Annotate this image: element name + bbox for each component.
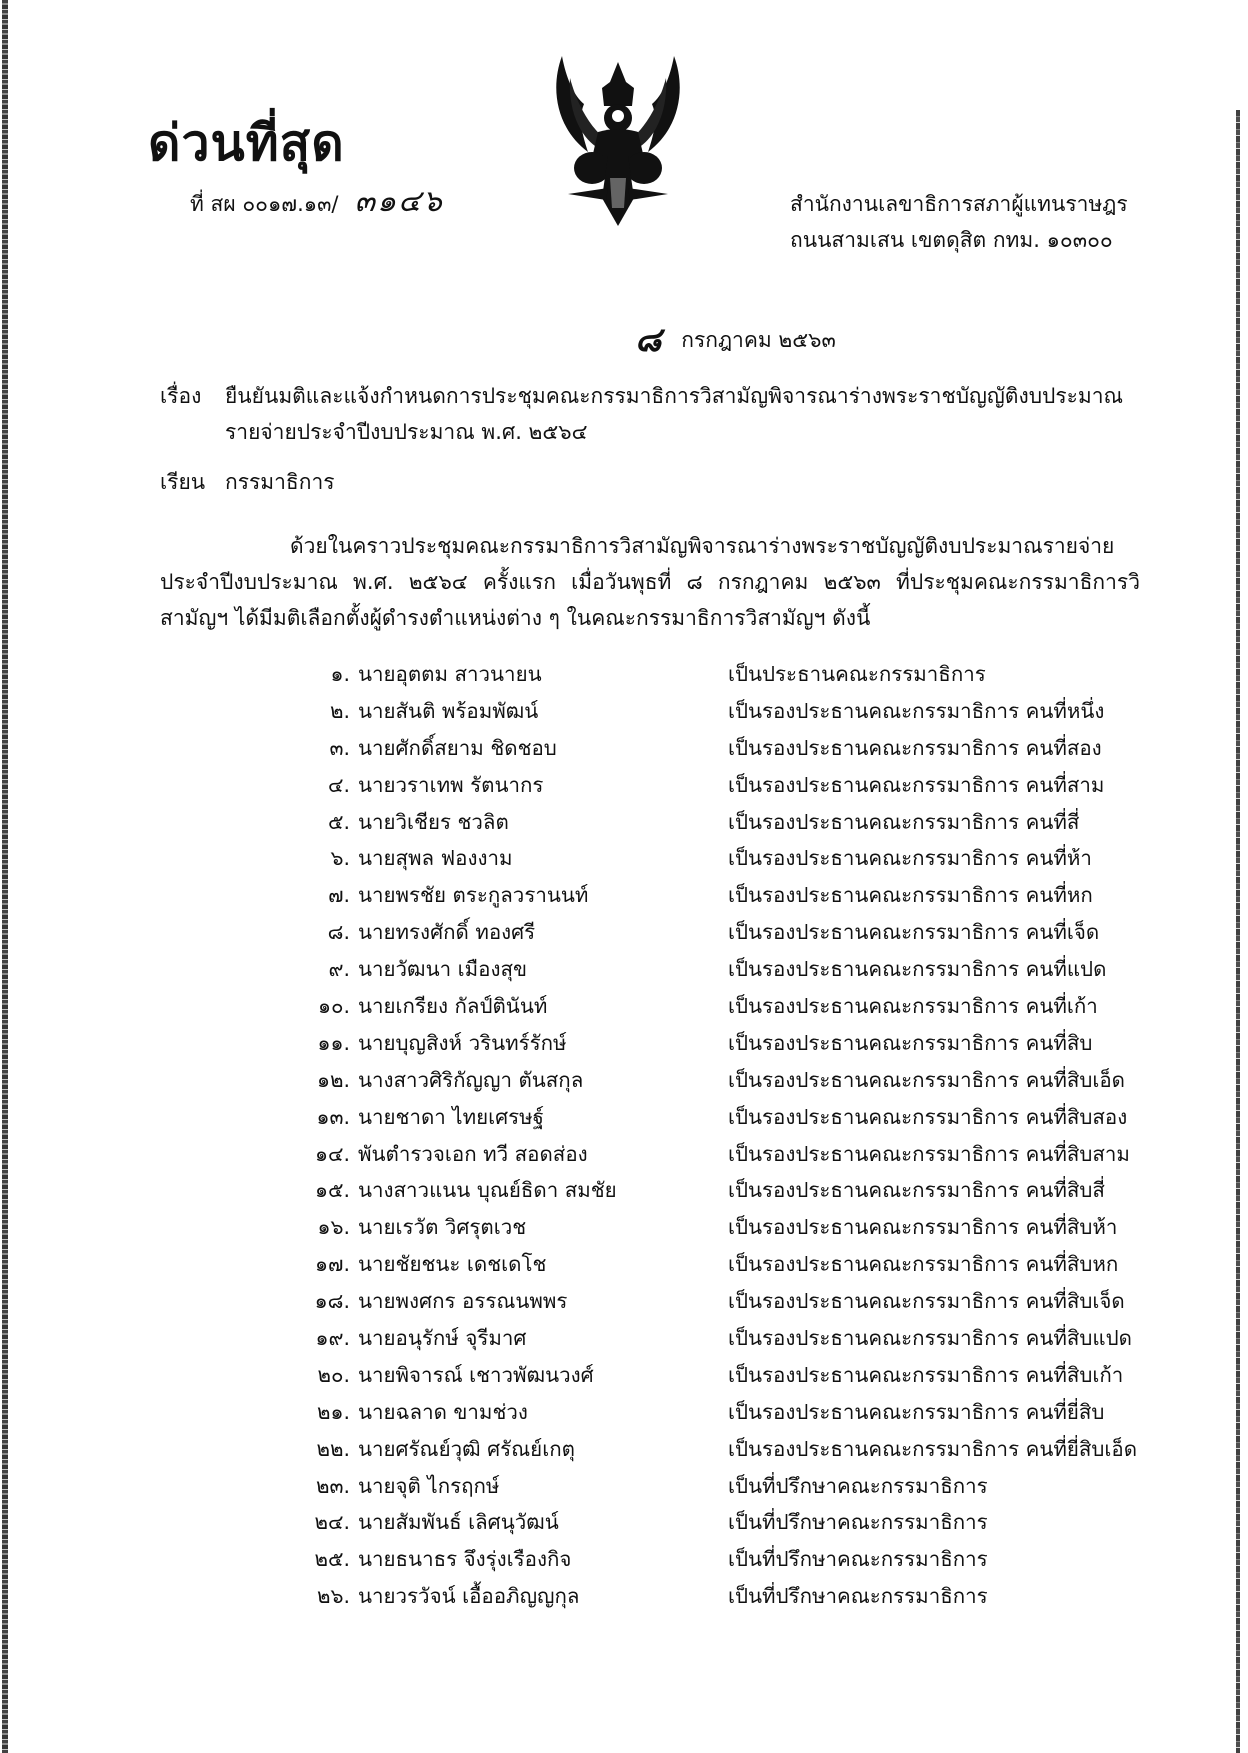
member-number: ๑๑.: [317, 1030, 350, 1055]
sender-address-block: [790, 186, 1128, 258]
member-name: นายพรชัย ตระกูลวรานนท์: [358, 883, 589, 908]
member-number: ๒๔.: [314, 1510, 350, 1535]
recipient-line: [160, 466, 335, 499]
member-name: นายฉลาด ขามช่วง: [358, 1399, 528, 1424]
document-number-prefix: ที่ สผ ๐๐๑๗.๑๓/: [190, 192, 339, 216]
member-number: ๑๗.: [315, 1252, 350, 1277]
committee-member-row: [300, 1209, 1180, 1246]
recipient-text: กรรมาธิการ: [225, 470, 335, 494]
committee-member-row: [300, 1283, 1180, 1320]
member-name: พันตำรวจเอก ทวี สอดส่อง: [358, 1141, 588, 1166]
member-name: นายวรวัจน์ เอื้ออภิญญกุล: [358, 1584, 580, 1609]
document-number-handwritten: ๓๑๔๖: [354, 184, 444, 219]
member-role: เป็นรองประธานคณะกรรมาธิการ คนที่สิบแปด: [728, 1325, 1132, 1350]
member-role: เป็นรองประธานคณะกรรมาธิการ คนที่สิบเอ็ด: [728, 1067, 1125, 1092]
committee-member-row: [300, 656, 1180, 693]
member-role: เป็นที่ปรึกษาคณะกรรมาธิการ: [728, 1510, 988, 1535]
member-name: นางสาวแนน บุณย์ธิดา สมชัย: [358, 1178, 617, 1203]
member-number: ๑๒.: [316, 1067, 350, 1092]
member-role: เป็นประธานคณะกรรมาธิการ: [728, 661, 986, 686]
member-number: ๑๘.: [314, 1289, 350, 1314]
committee-member-row: [300, 840, 1180, 877]
committee-member-row: [300, 1172, 1180, 1209]
member-name: นายศักดิ์สยาม ชิดชอบ: [358, 735, 557, 760]
committee-member-row: [300, 767, 1180, 804]
urgency-heading: ด่วนที่สุด: [148, 114, 345, 172]
member-role: เป็นรองประธานคณะกรรมาธิการ คนที่หก: [728, 883, 1093, 908]
member-number: ๑.: [330, 661, 350, 686]
document-date: [635, 312, 836, 366]
member-name: นายอุตตม สาวนายน: [358, 661, 542, 686]
committee-member-row: [300, 951, 1180, 988]
member-name: นายวัฒนา เมืองสุข: [358, 957, 527, 982]
member-number: ๒๕.: [314, 1547, 350, 1572]
committee-member-row: [300, 988, 1180, 1025]
committee-member-row: [300, 693, 1180, 730]
member-name: นายพงศกร อรรณนพพร: [358, 1289, 568, 1314]
member-number: ๑๙.: [315, 1325, 350, 1350]
member-name: นายวราเทพ รัตนากร: [358, 772, 544, 797]
member-role: เป็นรองประธานคณะกรรมาธิการ คนที่สิบสาม: [728, 1141, 1130, 1166]
subject-text: ยืนยันมติและแจ้งกำหนดการประชุมคณะกรรมาธิการวิสามัญพิจารณาร่างพระราชบัญญัติงบประมาณรายจ่ายประจำปีงบประมาณ พ.ศ. ๒๕๖๔: [225, 384, 1124, 444]
committee-member-row: [300, 1025, 1180, 1062]
committee-member-row: [300, 804, 1180, 841]
committee-member-row: [300, 1062, 1180, 1099]
member-role: เป็นรองประธานคณะกรรมาธิการ คนที่ยี่สิบเอ็ด: [728, 1436, 1138, 1461]
member-number: ๒๒.: [316, 1436, 350, 1461]
member-role: เป็นรองประธานคณะกรรมาธิการ คนที่ห้า: [728, 846, 1092, 871]
subject-line: [160, 378, 1145, 450]
sender-office: สำนักงานเลขาธิการสภาผู้แทนราษฎร: [790, 192, 1128, 216]
member-role: เป็นรองประธานคณะกรรมาธิการ คนที่สิบ: [728, 1030, 1093, 1055]
member-role: เป็นรองประธานคณะกรรมาธิการ คนที่ยี่สิบ: [728, 1399, 1105, 1424]
member-name: นายจุติ ไกรฤกษ์: [358, 1473, 500, 1498]
member-role: เป็นรองประธานคณะกรรมาธิการ คนที่เก้า: [728, 993, 1098, 1018]
member-number: ๓.: [329, 735, 350, 760]
member-number: ๖.: [330, 846, 350, 871]
member-role: เป็นที่ปรึกษาคณะกรรมาธิการ: [728, 1473, 988, 1498]
member-number: ๙.: [328, 957, 350, 982]
member-number: ๑๓.: [316, 1104, 350, 1129]
committee-member-row: [300, 1431, 1180, 1468]
committee-member-row: [300, 1578, 1180, 1615]
committee-member-list: [300, 656, 1180, 1615]
recipient-label: เรียน: [160, 470, 206, 494]
member-number: ๒๐.: [317, 1362, 350, 1387]
member-number: ๑๐.: [317, 993, 350, 1018]
member-number: ๒๖.: [316, 1584, 350, 1609]
committee-member-row: [300, 1136, 1180, 1173]
subject-label: เรื่อง: [160, 384, 202, 408]
committee-member-row: [300, 730, 1180, 767]
member-name: นายชัยชนะ เดชเดโช: [358, 1252, 547, 1277]
member-role: เป็นรองประธานคณะกรรมาธิการ คนที่สอง: [728, 735, 1102, 760]
member-name: นายสัมพันธ์ เลิศนุวัฒน์: [358, 1510, 559, 1535]
member-name: นายธนาธร จึงรุ่งเรืองกิจ: [358, 1547, 572, 1572]
committee-member-row: [300, 1320, 1180, 1357]
member-role: เป็นรองประธานคณะกรรมาธิการ คนที่สาม: [728, 772, 1105, 797]
member-name: นายทรงศักดิ์ ทองศรี: [358, 920, 536, 945]
committee-member-row: [300, 1099, 1180, 1136]
member-role: เป็นรองประธานคณะกรรมาธิการ คนที่แปด: [728, 957, 1107, 982]
committee-member-row: [300, 1394, 1180, 1431]
member-role: เป็นรองประธานคณะกรรมาธิการ คนที่สิบเจ็ด: [728, 1289, 1125, 1314]
committee-member-row: [300, 1246, 1180, 1283]
member-number: ๑๔.: [314, 1141, 350, 1166]
member-number: ๒.: [329, 698, 350, 723]
sender-address: ถนนสามเสน เขตดุสิต กทม. ๑๐๓๐๐: [790, 228, 1113, 252]
document-number: [190, 178, 444, 225]
body-paragraph: ด้วยในคราวประชุมคณะกรรมาธิการวิสามัญพิจารณาร่างพระราชบัญญัติงบประมาณรายจ่ายประจำปีงบประมาณ พ.ศ. ๒๕๖๔ ครั้งแรก เมื่อวันพุธที่ ๘ กรกฎาคม ๒๕๖๓ ที่ประชุมคณะกรรมาธิการวิสามัญฯ ได้มีมติเลือกตั้งผู้ดำรงตำแหน่งต่าง ๆ ในคณะกรรมาธิการวิสามัญฯ ดังนี้: [160, 534, 1140, 630]
member-name: นายชาดา ไทยเศรษฐ์: [358, 1104, 544, 1129]
member-role: เป็นที่ปรึกษาคณะกรรมาธิการ: [728, 1584, 988, 1609]
member-name: นายศรัณย์วุฒิ ศรัณย์เกตุ: [358, 1436, 575, 1461]
member-name: นายอนุรักษ์ จุรีมาศ: [358, 1325, 527, 1350]
member-role: เป็นรองประธานคณะกรรมาธิการ คนที่สิบสอง: [728, 1104, 1128, 1129]
member-name: นายสันติ พร้อมพัฒน์: [358, 698, 539, 723]
member-name: นายพิจารณ์ เชาวพัฒนวงศ์: [358, 1362, 594, 1387]
member-name: นายสุพล ฟองงาม: [358, 846, 513, 871]
member-number: ๕.: [327, 809, 350, 834]
scan-edge-artifact-right: [1236, 110, 1240, 1753]
committee-member-row: [300, 914, 1180, 951]
member-number: ๒๑.: [316, 1399, 350, 1424]
member-role: เป็นรองประธานคณะกรรมาธิการ คนที่สิบสี่: [728, 1178, 1105, 1203]
member-number: ๒๓.: [315, 1473, 350, 1498]
date-month-year: กรกฎาคม ๒๕๖๓: [681, 328, 836, 352]
member-role: เป็นรองประธานคณะกรรมาธิการ คนที่หนึ่ง: [728, 698, 1105, 723]
member-role: เป็นที่ปรึกษาคณะกรรมาธิการ: [728, 1547, 988, 1572]
member-role: เป็นรองประธานคณะกรรมาธิการ คนที่สิบห้า: [728, 1215, 1118, 1240]
committee-member-row: [300, 1541, 1180, 1578]
date-day-handwritten: ๘: [635, 320, 662, 360]
member-role: เป็นรองประธานคณะกรรมาธิการ คนที่เจ็ด: [728, 920, 1100, 945]
member-number: ๑๖.: [317, 1215, 350, 1240]
committee-member-row: [300, 1468, 1180, 1505]
scan-edge-artifact-left: [2, 0, 8, 1753]
member-role: เป็นรองประธานคณะกรรมาธิการ คนที่สี่: [728, 809, 1080, 834]
committee-member-row: [300, 877, 1180, 914]
member-name: นายวิเชียร ชวลิต: [358, 809, 509, 834]
garuda-emblem-icon: [548, 48, 688, 238]
committee-member-row: [300, 1357, 1180, 1394]
member-name: นายเกรียง กัลป์ตินันท์: [358, 993, 548, 1018]
member-number: ๔.: [327, 772, 350, 797]
member-role: เป็นรองประธานคณะกรรมาธิการ คนที่สิบเก้า: [728, 1362, 1124, 1387]
member-number: ๗.: [328, 883, 350, 908]
member-role: เป็นรองประธานคณะกรรมาธิการ คนที่สิบหก: [728, 1252, 1119, 1277]
member-name: นายเรวัต วิศรุตเวช: [358, 1215, 527, 1240]
committee-member-row: [300, 1504, 1180, 1541]
member-name: นางสาวศิริกัญญา ตันสกุล: [358, 1067, 584, 1092]
member-number: ๘.: [327, 920, 350, 945]
body-text: [160, 528, 1140, 636]
member-name: นายบุญสิงห์ วรินทร์รักษ์: [358, 1030, 567, 1055]
member-number: ๑๕.: [314, 1178, 350, 1203]
